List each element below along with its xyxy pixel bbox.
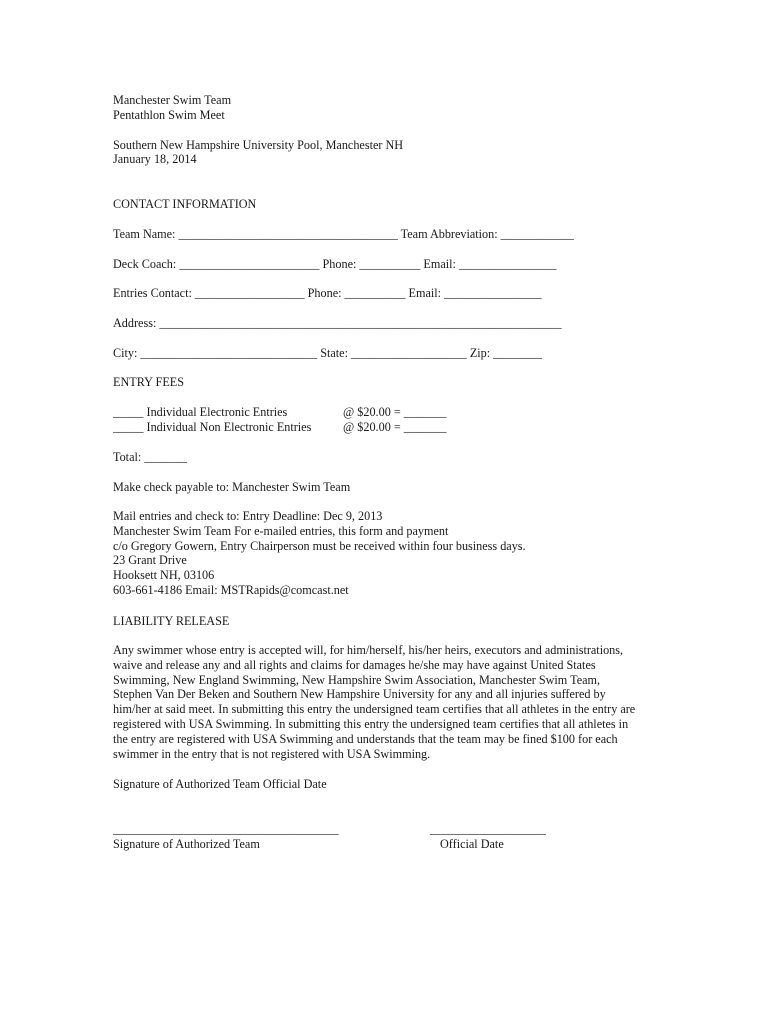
fees-heading: ENTRY FEES (113, 375, 184, 389)
city-state-zip-field: City: _____________________________ State: ___________________ Zip: ________ (113, 346, 542, 360)
date-line: ___________________ (430, 822, 546, 836)
signature-line: _____________________________________ (113, 822, 339, 836)
liability-line: Stephen Van Der Beken and Southern New Hampshire University for any and all injuries suffered by (113, 687, 606, 702)
mail-line: Hooksett NH, 03106 (113, 568, 215, 583)
mail-line: c/o Gregory Gowern, Entry Chairperson must be received within four business days. (113, 538, 526, 553)
fee-row-label: _____ Individual Non Electronic Entries (113, 420, 312, 434)
team-name-field: Team Name: ____________________________________ Team Abbreviation: ____________ (113, 227, 574, 241)
mail-line: 603-661-4186 Email: MSTRapids@comcast.net (113, 582, 349, 597)
meet-name-title: Pentathlon Swim Meet (113, 108, 225, 122)
liability-heading: LIABILITY RELEASE (113, 614, 230, 628)
signature-caption: Signature of Authorized Team Official Date (113, 777, 327, 791)
liability-line: Any swimmer whose entry is accepted will, for him/herself, his/her heirs, executors and administrations, (113, 643, 624, 657)
check-payable: Make check payable to: Manchester Swim Team (113, 480, 351, 494)
signature-label: Signature of Authorized Team (113, 837, 260, 851)
mail-instructions (113, 509, 658, 598)
mail-line: Manchester Swim Team For e-mailed entries, this form and payment (113, 523, 449, 538)
deck-coach-field: Deck Coach: _______________________ Phone: __________ Email: ________________ (113, 257, 557, 271)
meet-location: Southern New Hampshire University Pool, Manchester NH (113, 138, 404, 152)
liability-line: him/her at said meet. In submitting this entry the undersigned team certifies that all athletes in the entry are (113, 702, 636, 717)
liability-text (113, 643, 658, 761)
liability-line: Swimming, New England Swimming, New Hampshire Swim Association, Manchester Swim Team, (113, 672, 601, 687)
fee-row-label: _____ Individual Electronic Entries (113, 405, 288, 419)
entries-contact-field: Entries Contact: __________________ Phone: __________ Email: ________________ (113, 286, 542, 300)
fee-row-price: @ $20.00 = _______ (343, 420, 447, 434)
mail-line: Mail entries and check to: Entry Deadline: Dec 9, 2013 (113, 509, 383, 523)
mail-line: 23 Grant Drive (113, 553, 187, 568)
liability-line: registered with USA Swimming. In submitting this entry the undersigned team certifies that all athletes in (113, 716, 629, 731)
contact-heading: CONTACT INFORMATION (113, 197, 257, 211)
fees-total: Total: _______ (113, 450, 187, 464)
liability-line: the entry are registered with USA Swimming and understands that the team may be fined $100 for each (113, 731, 618, 746)
date-label: Official Date (440, 837, 504, 851)
fee-row-price: @ $20.00 = _______ (343, 405, 447, 419)
address-field: Address: __________________________________________________________________ (113, 316, 562, 330)
team-name-title: Manchester Swim Team (113, 93, 232, 107)
liability-line: swimmer in the entry that is not registered with USA Swimming. (113, 746, 431, 761)
meet-date: January 18, 2014 (113, 152, 197, 166)
liability-line: waive and release any and all rights and claims for damages he/she may have against United States (113, 657, 596, 672)
